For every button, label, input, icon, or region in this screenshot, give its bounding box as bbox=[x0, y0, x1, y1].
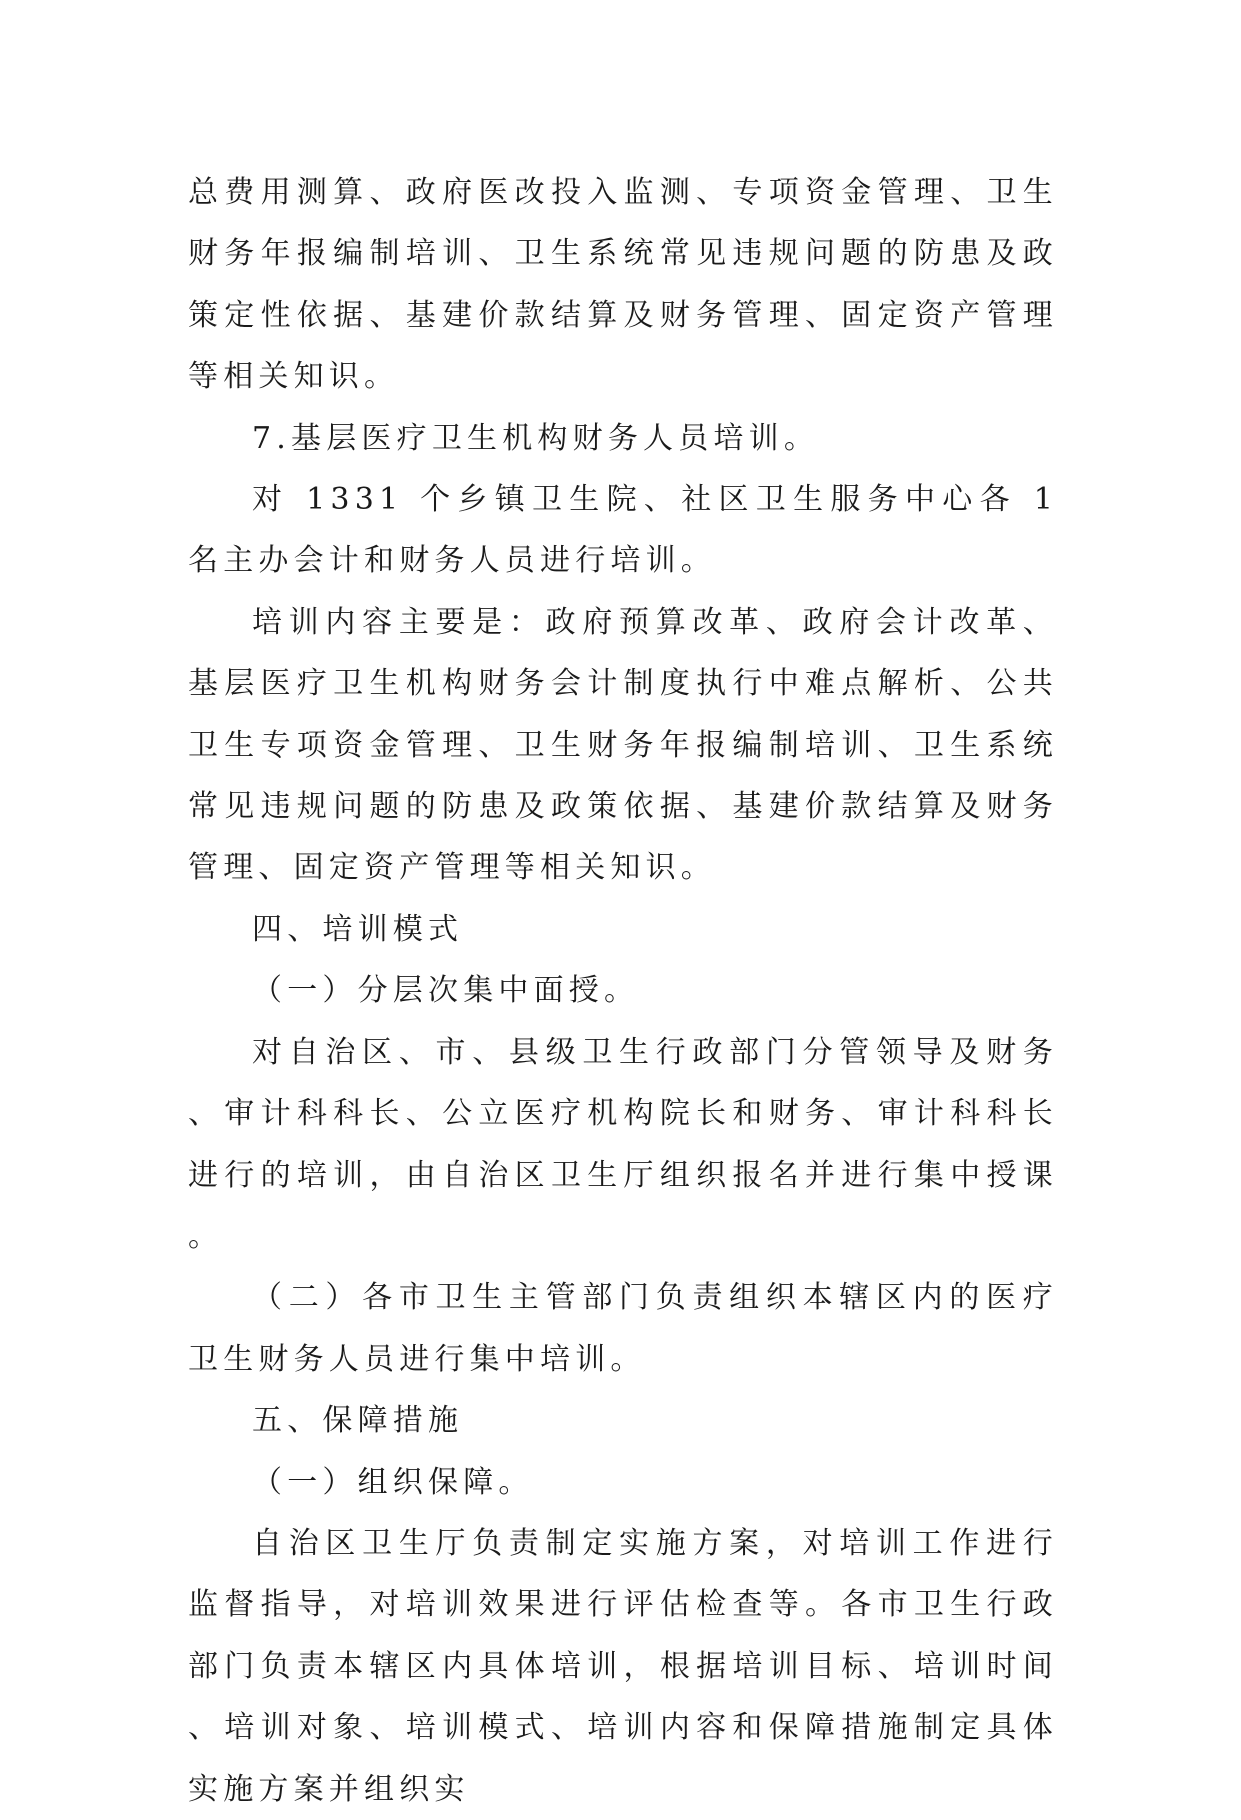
paragraph-training-targets: 对 1331 个乡镇卫生院、社区卫生服务中心各 1 名主办会计和财务人员进行培训。 bbox=[188, 482, 1058, 579]
subheading-layered-training: （一）分层次集中面授。 bbox=[252, 973, 640, 1009]
paragraph-training-content: 培训内容主要是：政府预算改革、政府会计改革、基层医疗卫生机构财务会计制度执行中难点解析、公共卫生专项资金管理、卫生财务年报编制培训、卫生系统常见违规问题的防患及政策依据、基建价款结算及财务管理、固定资产管理等相关知识。 bbox=[188, 604, 1058, 886]
subheading-organization: （一）组织保障。 bbox=[252, 1464, 534, 1500]
paragraph-organization-details: 自治区卫生厅负责制定实施方案，对培训工作进行监督指导，对培训效果进行评估检查等。各市卫生行政部门负责本辖区内具体培训，根据培训目标、培训时间、培训对象、培训模式、培训内容和保障措施制定具体实施方案并组织实 bbox=[188, 1525, 1058, 1807]
paragraph-item-7-heading: 7.基层医疗卫生机构财务人员培训。 bbox=[252, 420, 820, 456]
paragraph-cost-topics: 总费用测算、政府医改投入监测、专项资金管理、卫生财务年报编制培训、卫生系统常见违规问题的防患及政策定性依据、基建价款结算及财务管理、固定资产管理等相关知识。 bbox=[188, 175, 1058, 395]
paragraph-centralized-teaching: 对自治区、市、县级卫生行政部门分管领导及财务、审计科科长、公立医疗机构院长和财务、审计科科长进行的培训，由自治区卫生厅组织报名并进行集中授课。 bbox=[188, 1034, 1058, 1254]
subheading-city-training: （二）各市卫生主管部门负责组织本辖区内的医疗卫生财务人员进行集中培训。 bbox=[188, 1280, 1058, 1377]
document-body bbox=[188, 162, 1058, 1820]
section-heading-safeguards: 五、保障措施 bbox=[252, 1403, 464, 1439]
section-heading-training-mode: 四、培训模式 bbox=[252, 911, 464, 947]
